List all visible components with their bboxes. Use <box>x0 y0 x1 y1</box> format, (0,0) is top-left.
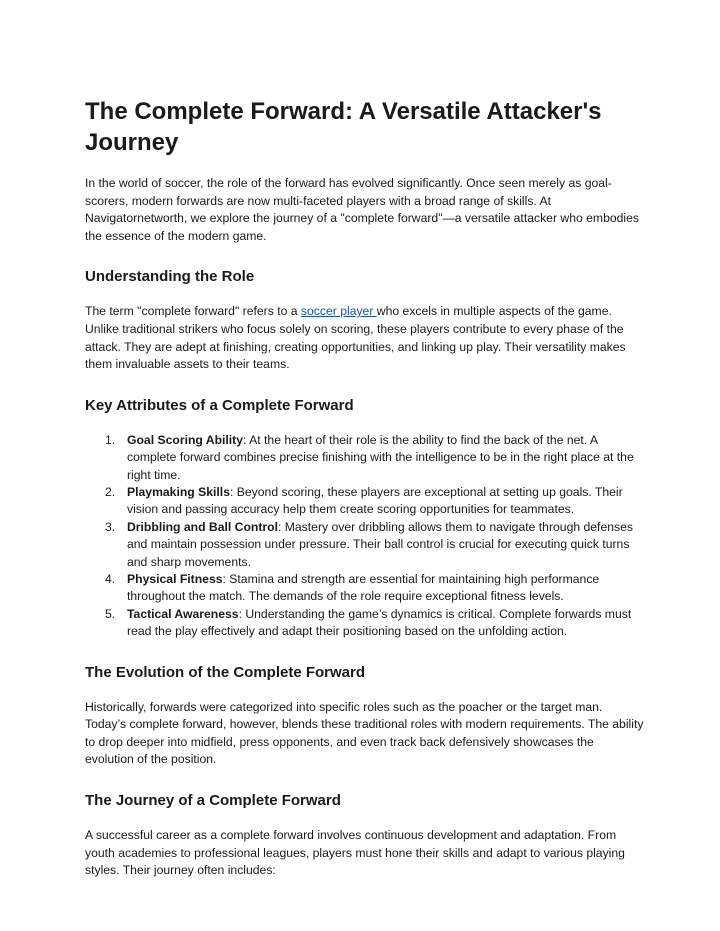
list-item-number: 3. <box>105 519 116 534</box>
list-item-term: Goal Scoring Ability <box>127 432 244 447</box>
list-item <box>85 484 645 519</box>
list-item-text: : At the heart of their role is the ability to find the back of the net. A complete forward combines precise finishing with the intelligence to be in the right place at the right time. <box>127 432 634 482</box>
document-title: The Complete Forward: A Versatile Attacker's Journey <box>85 98 602 156</box>
heading-journey: The Journey of a Complete Forward <box>85 792 341 809</box>
list-item <box>85 519 645 571</box>
list-item-text: : Mastery over dribbling allows them to navigate through defenses and maintain possession under pressure. Their ball control is crucial for executing quick turns and sharp movements. <box>127 519 633 569</box>
heading-evolution: The Evolution of the Complete Forward <box>85 663 366 681</box>
evolution-paragraph: Historically, forwards were categorized into specific roles such as the poacher or the target man. Today’s complete forward, however, blends these traditional roles with modern requirements. The ability to drop deeper into midfield, press opponents, and even track back defensively showcases the evolution of the position. <box>85 699 644 767</box>
list-item <box>85 571 645 606</box>
document-body <box>85 96 645 902</box>
list-item-number: 5. <box>105 606 116 621</box>
list-item <box>85 432 645 484</box>
attributes-list <box>85 432 645 641</box>
list-item-number: 2. <box>105 484 116 499</box>
intro-paragraph: In the world of soccer, the role of the forward has evolved significantly. Once seen merely as goal-scorers, modern forwards are now multi-faceted players with a broad range of skills. At Navigatornetworth, we explore the journey of a "complete forward"—a versatile attacker who embodies the essence of the modern game. <box>85 176 639 243</box>
list-item-text: : Understanding the game’s dynamics is critical. Complete forwards must read the play effectively and adapt their positioning based on the unfolding action. <box>127 606 632 639</box>
list-item-term: Physical Fitness <box>127 572 223 586</box>
list-item-term: Playmaking Skills <box>127 484 230 499</box>
list-item-number: 1. <box>105 432 116 447</box>
heading-key-attributes: Key Attributes of a Complete Forward <box>85 396 354 414</box>
list-item-text: : Beyond scoring, these players are exceptional at setting up goals. Their vision and passing accuracy help them create scoring opportunities for teammates. <box>127 484 623 517</box>
list-item-term: Dribbling and Ball Control <box>127 519 278 534</box>
list-item-text: : Stamina and strength are essential for maintaining high performance throughout the match. The demands of the role require exceptional fitness levels. <box>127 572 600 604</box>
role-text-after-link: who excels in multiple aspects of the game. Unlike traditional strikers who focus solely on scoring, these players contribute to every phase of the attack. They are adept at finishing, creating opportunities, and linking up play. Their versatility makes them invaluable assets to their teams. <box>85 304 626 372</box>
role-text-before-link: The term "complete forward" refers to a <box>85 304 301 319</box>
journey-paragraph: A successful career as a complete forward involves continuous development and adaptation. From youth academies to professional leagues, players must hone their skills and adapt to various playing styles. Their journey often includes: <box>85 828 625 878</box>
list-item-number: 4. <box>105 572 116 586</box>
list-item <box>85 606 645 641</box>
soccer-player-link[interactable]: soccer player <box>300 304 377 319</box>
list-item-term: Tactical Awareness <box>127 606 239 621</box>
heading-understanding-role: Understanding the Role <box>85 268 255 286</box>
role-paragraph <box>85 303 645 373</box>
